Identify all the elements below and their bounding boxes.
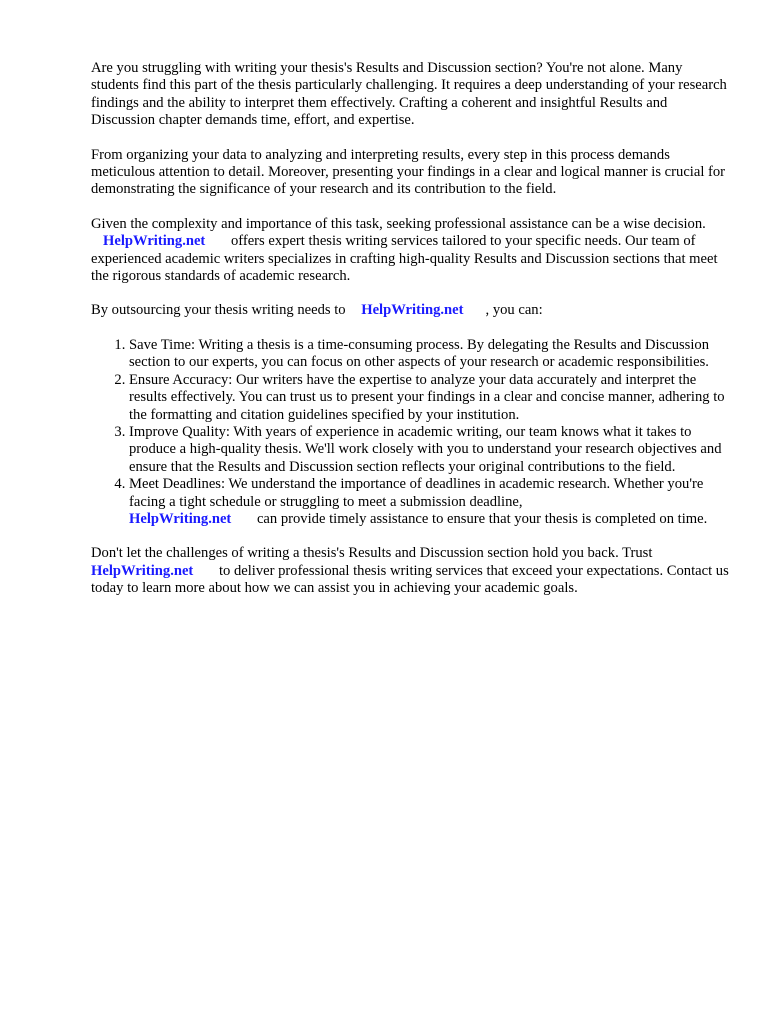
list-item — [129, 337, 731, 372]
closing-text-before: Don't let the challenges of writing a thesis's Results and Discussion section hold you back. Trust — [91, 545, 653, 562]
list-item — [129, 372, 731, 424]
helpwriting-link[interactable]: HelpWriting.net — [103, 233, 206, 250]
closing-text-after: to deliver professional thesis writing services that exceed your expectations. Contact us today to learn more about how we can assist you in achieving your academic goals. — [91, 562, 729, 597]
intro-text: Are you struggling with writing your thesis's Results and Discussion section? You're not alone. Many students find this part of the thesis particularly challenging. It requires a deep understanding of your research findings and the ability to interpret them effectively. Crafting a coherent and insightful Results and Discussion chapter demands time, effort, and expertise. — [91, 60, 727, 129]
benefits-list — [91, 337, 731, 528]
outsourcing-text-before: By outsourcing your thesis writing needs to — [91, 302, 346, 319]
document-page — [91, 60, 731, 615]
list-item-text: Save Time: Writing a thesis is a time-consuming process. By delegating the Results and Discussion section to our experts, you can focus on other aspects of your research or academic responsibilities. — [129, 336, 710, 371]
helpwriting-link[interactable]: HelpWriting.net — [91, 562, 194, 579]
list-item-text-after: can provide timely assistance to ensure that your thesis is completed on time. — [256, 510, 708, 527]
helpwriting-link[interactable]: HelpWriting.net — [129, 510, 232, 527]
detail-text: From organizing your data to analyzing and interpreting results, every step in this process demands meticulous attention to detail. Moreover, presenting your findings in a clear and logical manner is crucial for demonstrating the significance of your research and its contribution to the field. — [91, 146, 726, 198]
service-text-after: offers expert thesis writing services tailored to your specific needs. Our team of experienced academic writers specializes in crafting high-quality Results and Discussion sections that meet the rigorous standards of academic research. — [91, 233, 718, 285]
service-paragraph — [91, 216, 731, 286]
helpwriting-link[interactable]: HelpWriting.net — [361, 302, 464, 319]
intro-paragraph — [91, 60, 731, 130]
list-item — [129, 476, 731, 528]
detail-paragraph — [91, 147, 731, 199]
outsourcing-text-after: , you can: — [485, 302, 543, 319]
list-item — [129, 424, 731, 476]
outsourcing-paragraph — [91, 302, 731, 319]
list-item-text: Improve Quality: With years of experience in academic writing, our team knows what it takes to produce a high-quality thesis. We'll work closely with you to understand your research objectives and ensure that the Results and Discussion section reflects your original contributions to the field. — [129, 423, 722, 475]
closing-paragraph — [91, 545, 731, 597]
list-item-text: Ensure Accuracy: Our writers have the expertise to analyze your data accurately and interpret the results effectively. You can trust us to present your findings in a clear and concise manner, adhering to the formatting and citation guidelines specified by your institution. — [129, 371, 725, 423]
list-item-text: Meet Deadlines: We understand the importance of deadlines in academic research. Whether you're facing a tight schedule or struggling to meet a submission deadline, — [129, 476, 704, 510]
service-text-before: Given the complexity and importance of this task, seeking professional assistance can be a wise decision. — [91, 215, 706, 232]
